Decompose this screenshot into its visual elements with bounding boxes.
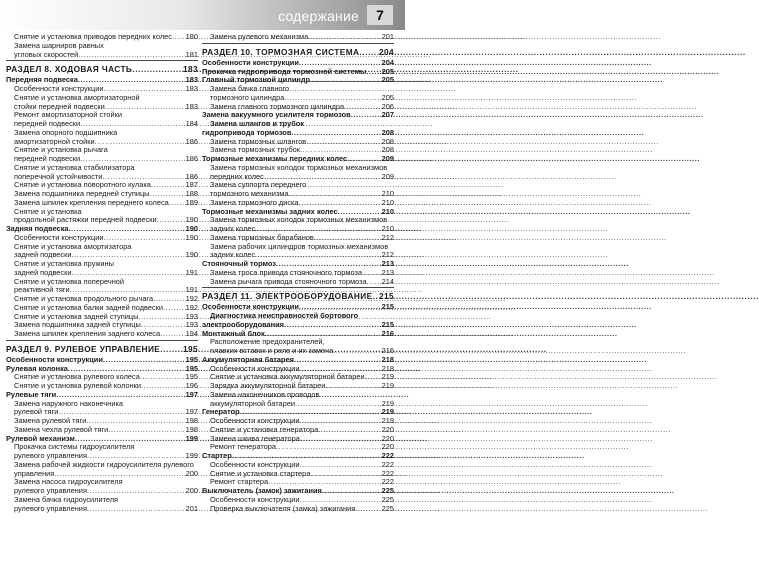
toc-entry[interactable] — [6, 505, 198, 514]
toc-page-number: 188 — [185, 189, 198, 198]
toc-section-heading[interactable] — [6, 64, 198, 74]
toc-column-left — [6, 33, 198, 513]
section-divider — [6, 340, 198, 341]
toc-entry-title: Снятие и установка рулевой колонки — [14, 381, 142, 390]
toc-entry-title: Диагностика неисправностей бортового — [210, 311, 359, 320]
toc-page-number: 210 — [381, 197, 394, 207]
section-divider — [6, 60, 198, 61]
toc-entry-title: Замена рычага привода стояночного тормоза — [210, 276, 367, 286]
toc-entry-title: Замена шлангов и трубок — [210, 119, 304, 128]
toc-entry-title: Замена наружного наконечника — [14, 398, 123, 408]
toc-entry-title: Замена тормозных колодок тормозных механизмов — [210, 162, 388, 172]
toc-page-number: 213 — [381, 267, 394, 277]
toc-entry-title: Снятие и установка приводов передних колес — [14, 32, 172, 41]
toc-entry-title: Выключатель (замок) зажигания — [202, 486, 322, 495]
toc-entry-title: плавких вставок и реле и их замена — [210, 346, 334, 355]
toc-entry-title: Замена тормозных барабанов — [210, 232, 314, 242]
toc-entry-title: Замена шпилек крепления заднего колеса — [14, 329, 161, 338]
toc-page-number: 205 — [381, 92, 394, 102]
toc-entry-title: Стояночный тормоз — [202, 259, 276, 268]
toc-entry-title: Зарядка аккумуляторной батареи — [210, 381, 326, 390]
toc-page-number: 215 — [378, 291, 394, 302]
toc-entry-title: Замена главного тормозного цилиндра — [210, 101, 345, 111]
toc-page-number: 204 — [381, 57, 394, 67]
toc-entry[interactable] — [202, 278, 394, 287]
dot-leader — [132, 64, 182, 74]
toc-page-number: 205 — [381, 75, 394, 85]
toc-entry-title: Ремонт генератора — [210, 442, 276, 452]
toc-entry-title: Замена суппорта переднего — [210, 180, 307, 190]
section-divider — [202, 287, 394, 288]
toc-entry-title: Замена наконечников проводов — [210, 389, 320, 399]
toc-entry-title: Замена бачка гидроусилителя — [14, 494, 119, 504]
toc-entry-title: Замена опорного подшипника — [14, 127, 118, 137]
toc-entry-title: Снятие и установка аккумуляторной батареи — [210, 372, 365, 382]
toc-entry-title: Замена насоса гидроусилителя — [14, 477, 123, 487]
toc-entry-title: Особенности конструкции — [210, 416, 300, 425]
toc-page-number: 191 — [185, 285, 198, 295]
toc-entry-title: Снятие и установка пружины — [14, 259, 114, 268]
dot-leader — [160, 330, 185, 339]
toc-entry-title: Рулевая колонка — [6, 363, 68, 373]
toc-entry-title: Тормозные механизмы задних колес — [202, 206, 338, 216]
toc-entry-title: Прокачка системы гидроусилителя — [14, 442, 135, 452]
toc-entry-title: Тормозные механизмы передних колес — [202, 154, 348, 163]
toc-page-number: 180 — [185, 32, 198, 41]
toc-entry-title: Стартер — [202, 451, 232, 460]
toc-page-number: 207 — [381, 110, 394, 120]
toc-entry-title: Замена рулевой тяги — [14, 416, 87, 425]
toc-entry-title: Аккумуляторная батарея — [202, 354, 294, 364]
toc-entry-title: РАЗДЕЛ 9. РУЛЕВОЕ УПРАВЛЕНИЕ — [6, 343, 161, 354]
toc-entry-title: Снятие и установка — [14, 206, 82, 216]
toc-page-number: 192 — [185, 302, 198, 312]
toc-entry-title: Замена шарниров равных — [14, 40, 104, 50]
toc-entry-title: Замена тормозного диска — [210, 197, 299, 207]
toc-page-number: 205 — [381, 66, 394, 76]
toc-entry-title: Снятие и установка продольного рычага — [14, 294, 154, 303]
toc-page-number: 218 — [381, 363, 394, 373]
toc-page-number: 190 — [185, 232, 198, 242]
toc-page-number: 194 — [185, 329, 198, 338]
toc-page-number: 214 — [381, 276, 394, 286]
toc-page-number: 222 — [381, 468, 394, 478]
dot-leader — [172, 33, 185, 42]
toc-entry-title: Замена тормозных колодок тормозных механизмов — [210, 215, 388, 225]
toc-entry-title: задних колес — [210, 224, 256, 233]
toc-page-number: 220 — [381, 442, 394, 452]
toc-page-number: 199 — [185, 451, 198, 460]
dot-leader — [87, 505, 185, 514]
toc-entry-title: Замена рулевого механизма — [210, 32, 309, 41]
toc-page-number: 199 — [185, 433, 198, 443]
toc-page-number: 195 — [182, 343, 198, 354]
toc-entry-title: рулевого управления — [14, 451, 87, 460]
toc-column-right — [202, 33, 394, 513]
toc-page-number: 208 — [381, 145, 394, 155]
dot-leader — [169, 199, 185, 208]
toc-page-number: 193 — [185, 311, 198, 321]
toc-page-number: 186 — [185, 154, 198, 163]
dot-leader — [95, 138, 185, 147]
toc-page-number: 213 — [381, 259, 394, 268]
toc-page-number: 222 — [381, 451, 394, 460]
toc-entry-title: Проверка выключателя (замка) зажигания — [210, 503, 356, 513]
toc-entry-title: Особенности конструкции — [14, 232, 104, 242]
toc-entry-title: Рулевые тяги — [6, 389, 57, 399]
toc-entry-title: Замена тормозных шлангов — [210, 136, 307, 146]
toc-entry[interactable] — [202, 505, 394, 514]
toc-entry-title: передних колес — [210, 171, 264, 181]
toc-entry[interactable] — [6, 330, 198, 339]
toc-entry-title: Замена вакуумного усилителя тормозов — [202, 110, 351, 120]
toc-page-number: 219 — [381, 416, 394, 425]
toc-page-number: 187 — [185, 180, 198, 190]
toc-entry-title: Снятие и установка стабилизатора — [14, 162, 135, 172]
toc-entry-title: Прокачка гидропривода тормозной системы — [202, 66, 367, 76]
toc-page-number: 197 — [185, 407, 198, 417]
section-divider — [202, 43, 394, 44]
toc-entry-title: Замена подшипника задней ступицы — [14, 320, 141, 330]
toc-entry-title: Замена рабочей жидкости гидроусилителя рулевого — [14, 459, 194, 469]
toc-page-number: 198 — [185, 424, 198, 434]
toc-page-number: 216 — [381, 328, 394, 338]
toc-entry-title: поперечной устойчивости — [14, 171, 103, 181]
toc-entry-title: реактивной тяги — [14, 285, 70, 295]
toc-page-number: 219 — [381, 407, 394, 417]
toc-page-number: 222 — [381, 477, 394, 487]
toc-entry-title: РАЗДЕЛ 11. ЭЛЕКТРООБОРУДОВАНИЕ — [202, 291, 373, 302]
toc-entry-title: рулевого управления — [14, 503, 87, 513]
toc-entry-title: управления — [14, 468, 55, 478]
toc-page-number: 190 — [185, 224, 198, 233]
toc-entry[interactable] — [202, 33, 394, 42]
toc-entry-title: Замена бачка главного — [210, 84, 290, 93]
toc-entry-title: амортизаторной стойки — [14, 136, 95, 146]
toc-section-heading[interactable] — [202, 47, 394, 57]
toc-entry-title: Особенности конструкции — [210, 459, 300, 469]
toc-page-number: 181 — [185, 49, 198, 59]
toc-entry-title: аккумуляторной батареи — [210, 398, 295, 408]
toc-page-number: 183 — [185, 101, 198, 111]
toc-entry-title: стойки передней подвески — [14, 101, 105, 111]
toc-page-number: 190 — [185, 215, 198, 225]
toc-entry-title: Снятие и установка рулевого колеса — [14, 372, 140, 382]
toc-page-number: 222 — [381, 459, 394, 469]
toc-page-number: 201 — [185, 503, 198, 513]
toc-page-number: 220 — [381, 433, 394, 443]
toc-page-number: 215 — [381, 302, 394, 312]
toc-page-number: 200 — [185, 468, 198, 478]
toc-entry-title: Снятие и установка стартера — [210, 468, 311, 478]
toc-entry-title: Главный тормозной цилиндр — [202, 75, 311, 85]
toc-entry-title: электрооборудования — [202, 319, 284, 329]
toc-page-number: 193 — [185, 320, 198, 330]
toc-entry-title: Ремонт амортизаторной стойки — [14, 110, 123, 120]
toc-entry-title: рулевого управления — [14, 486, 87, 495]
toc-entry-title: Замена тормозных трубок — [210, 145, 300, 155]
toc-entry-title: гидропривода тормозов — [202, 127, 292, 137]
toc-entry-title: Особенности конструкции — [202, 57, 299, 67]
toc-entry-title: угловых скоростей — [14, 49, 79, 59]
toc-entry-title: Снятие и установка амортизатора — [14, 241, 132, 251]
page-number-badge: 7 — [367, 5, 393, 25]
toc-page-number: 183 — [182, 64, 198, 75]
toc-entry-title: Снятие и установка задней ступицы — [14, 311, 139, 321]
toc-page-number: 219 — [381, 398, 394, 408]
toc-page-number: 219 — [381, 372, 394, 382]
toc-entry-title: Снятие и установка генератора — [210, 424, 319, 434]
toc-page-number: 195 — [185, 354, 198, 364]
toc-entry-title: передней подвески — [14, 119, 81, 128]
toc-entry-title: Особенности конструкции — [6, 354, 103, 364]
toc-entry-title: тормозного механизма — [210, 189, 289, 198]
toc-entry-title: Замена шпилек крепления переднего колеса — [14, 197, 169, 207]
toc-entry-title: Генератор — [202, 407, 240, 417]
toc-entry-title: Задняя подвеска — [6, 224, 69, 233]
toc-page-number: 204 — [378, 46, 394, 57]
dot-leader — [308, 33, 380, 42]
toc-entry-title: Снятие и установка поперечной — [14, 276, 125, 286]
toc-entry-title: передней подвески — [14, 154, 81, 163]
toc-entry-title: Снятие и установка балки задней подвески — [14, 302, 164, 312]
toc-page-number: 186 — [185, 136, 198, 146]
toc-page-number: 210 — [381, 206, 394, 216]
toc-entry-title: Замена рабочих цилиндров тормозных механизмов — [210, 241, 389, 251]
toc-page-number: 218 — [381, 354, 394, 364]
toc-page-number: 186 — [185, 171, 198, 181]
toc-entry-title: задних колес — [210, 250, 256, 260]
toc-entry-title: задней подвески — [14, 250, 72, 260]
toc-page-number: 208 — [381, 136, 394, 146]
toc-page-number: 197 — [185, 389, 198, 399]
toc-entry-title: Снятие и установка амортизаторной — [14, 92, 140, 102]
toc-page-number: 201 — [381, 32, 394, 41]
toc-page-number: 196 — [185, 381, 198, 390]
toc-entry-title: РАЗДЕЛ 8. ХОДОВАЯ ЧАСТЬ — [6, 64, 133, 75]
toc-entry-title: Особенности конструкции — [210, 363, 300, 373]
toc-entry-title: Рулевой механизм — [6, 433, 75, 443]
toc-entry-title: Замена троса привода стояночного тормоза — [210, 267, 362, 277]
toc-page-number: 209 — [381, 171, 394, 181]
toc-page-number: 212 — [381, 232, 394, 242]
toc-page-number: 209 — [381, 154, 394, 163]
toc-page-number: 183 — [185, 75, 198, 85]
toc-entry-title: Особенности конструкции — [14, 84, 104, 93]
toc-entry-title: Замена шкива генератора — [210, 433, 300, 443]
toc-page-number: 192 — [185, 294, 198, 303]
toc-page-number: 184 — [185, 119, 198, 128]
toc-entry-title: Замена подшипника передней ступицы — [14, 189, 150, 198]
toc-page-number: 190 — [185, 250, 198, 260]
toc-page-number: 183 — [185, 84, 198, 93]
toc-entry-title: продольной растяжки передней подвески — [14, 215, 157, 225]
page-header — [0, 0, 405, 30]
toc-entry-title: тормозного цилиндра — [210, 92, 285, 102]
toc-entry-title: задней подвески — [14, 267, 72, 277]
toc-entry-title: рулевой тяги — [14, 407, 59, 417]
toc-entry-title: Передняя подвеска — [6, 75, 78, 85]
toc-section-heading[interactable] — [6, 344, 198, 354]
toc-entry-title: РАЗДЕЛ 10. ТОРМОЗНАЯ СИСТЕМА — [202, 46, 360, 57]
toc-page-number: 212 — [381, 250, 394, 260]
toc-page-number: 210 — [381, 189, 394, 198]
toc-page-number: 225 — [381, 494, 394, 504]
toc-entry-title: Особенности конструкции — [210, 494, 300, 504]
toc-entry-title: Снятие и установка поворотного кулака — [14, 180, 151, 190]
toc-page-number: 195 — [185, 363, 198, 373]
toc-entry-title: Особенности конструкции — [202, 302, 299, 312]
toc-entry-title: Замена чехла рулевой тяги — [14, 424, 109, 434]
dot-leader — [325, 382, 380, 391]
toc-page-number: 208 — [381, 127, 394, 137]
toc-entry-title: Расположение предохранителей, — [210, 337, 325, 347]
dot-leader — [359, 47, 378, 57]
toc-section-heading[interactable] — [202, 291, 394, 301]
header-title: содержание — [278, 8, 359, 24]
toc-page-number: 219 — [381, 381, 394, 390]
dot-leader — [310, 76, 381, 85]
toc-page-number: 225 — [381, 503, 394, 513]
toc-entry-title: Монтажный блок — [202, 328, 265, 338]
dot-leader — [160, 344, 182, 354]
toc-page-number: 225 — [381, 486, 394, 495]
toc-page-number: 189 — [185, 197, 198, 207]
toc-entry[interactable] — [6, 51, 198, 60]
toc-page-number: 210 — [381, 224, 394, 233]
toc-page-number: 220 — [381, 424, 394, 434]
dot-leader — [351, 111, 381, 120]
dot-leader — [367, 278, 381, 287]
toc-page-number: 215 — [381, 319, 394, 329]
dot-leader — [355, 505, 380, 514]
toc-page-number: 216 — [381, 346, 394, 355]
toc-entry-title: Ремонт стартера — [210, 477, 269, 487]
toc-page-number: 198 — [185, 416, 198, 425]
toc-page-number: 191 — [185, 267, 198, 277]
toc-page-number: 200 — [185, 486, 198, 495]
toc-page-number: 195 — [185, 372, 198, 382]
toc-entry-title: Снятие и установка рычага — [14, 145, 108, 155]
toc-page-number: 206 — [381, 101, 394, 111]
dot-leader — [78, 51, 184, 60]
